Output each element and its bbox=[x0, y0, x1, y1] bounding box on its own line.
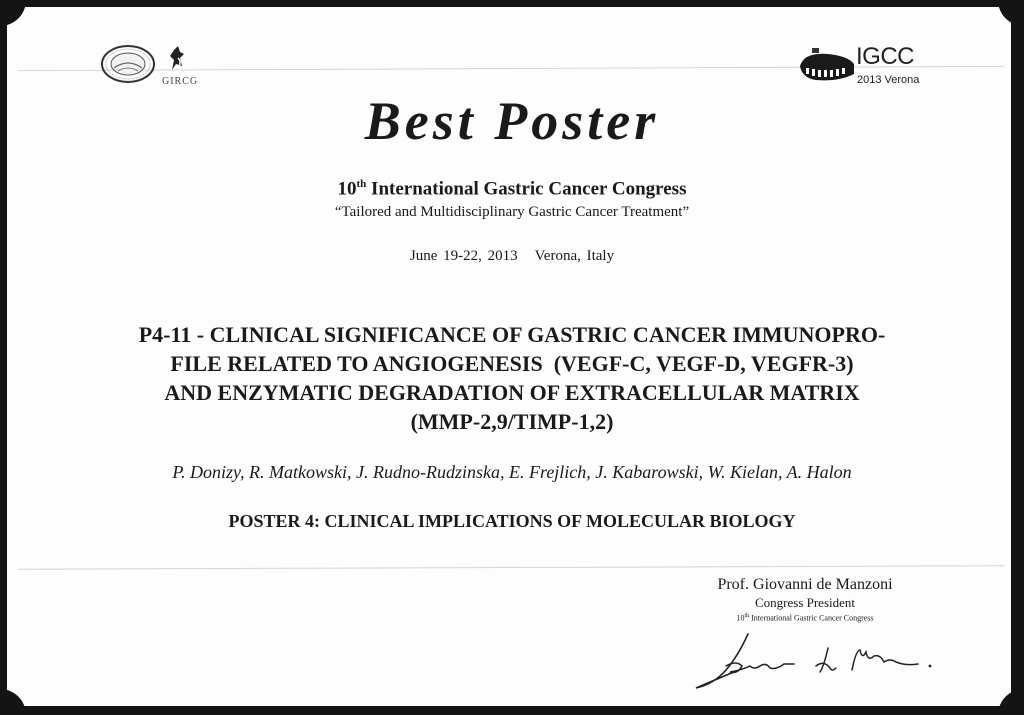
signatory-role: Congress President bbox=[754, 595, 856, 610]
signatory-name: Prof. Giovanni de Manzoni bbox=[717, 576, 893, 593]
poster-title bbox=[80, 320, 944, 436]
signatory-org-name: International Gastric Cancer Congress bbox=[751, 613, 874, 623]
signatory-block bbox=[660, 576, 950, 623]
igcc-subtext: 2013 Verona bbox=[857, 74, 920, 86]
certificate-title: Best Poster bbox=[364, 91, 660, 151]
poster-title-line: FILE RELATED TO ANGIOGENESIS (VEGF-C, VEGF-D, VEGFR-3) bbox=[170, 351, 854, 376]
poster-title-line: AND ENZYMATIC DEGRADATION OF EXTRACELLULAR MATRIX bbox=[164, 380, 860, 405]
igca-seal-logo bbox=[100, 44, 156, 84]
congress-tagline: “Tailored and Multidisciplinary Gastric Cancer Treatment” bbox=[334, 204, 690, 220]
igcc-wordmark: IGCC bbox=[856, 43, 914, 70]
congress-number: 10 bbox=[337, 178, 357, 200]
signatory-organization bbox=[660, 613, 950, 623]
signatory-org-number: 10 bbox=[736, 613, 745, 623]
poster-title-line: (MMP-2,9/TIMP-1,2) bbox=[410, 409, 614, 434]
congress-title: International Gastric Cancer Congress bbox=[371, 178, 687, 200]
signatory-org-ordinal: th bbox=[744, 613, 750, 619]
congress-name bbox=[0, 178, 1024, 200]
poster-title-line: P4-11 - CLINICAL SIGNIFICANCE OF GASTRIC CANCER IMMUNOPRO- bbox=[138, 322, 886, 347]
gircg-label: GIRCG bbox=[162, 76, 199, 87]
handwritten-signature bbox=[690, 626, 940, 692]
poster-authors: P. Donizy, R. Matkowski, J. Rudno-Rudzinska, E. Frejlich, J. Kabarowski, W. Kielan, A. Halon bbox=[172, 462, 852, 482]
poster-session: POSTER 4: CLINICAL IMPLICATIONS OF MOLECULAR BIOLOGY bbox=[228, 511, 796, 531]
congress-ordinal: th bbox=[356, 178, 367, 190]
date-location: June 19-22, 2013 Verona, Italy bbox=[409, 248, 615, 264]
